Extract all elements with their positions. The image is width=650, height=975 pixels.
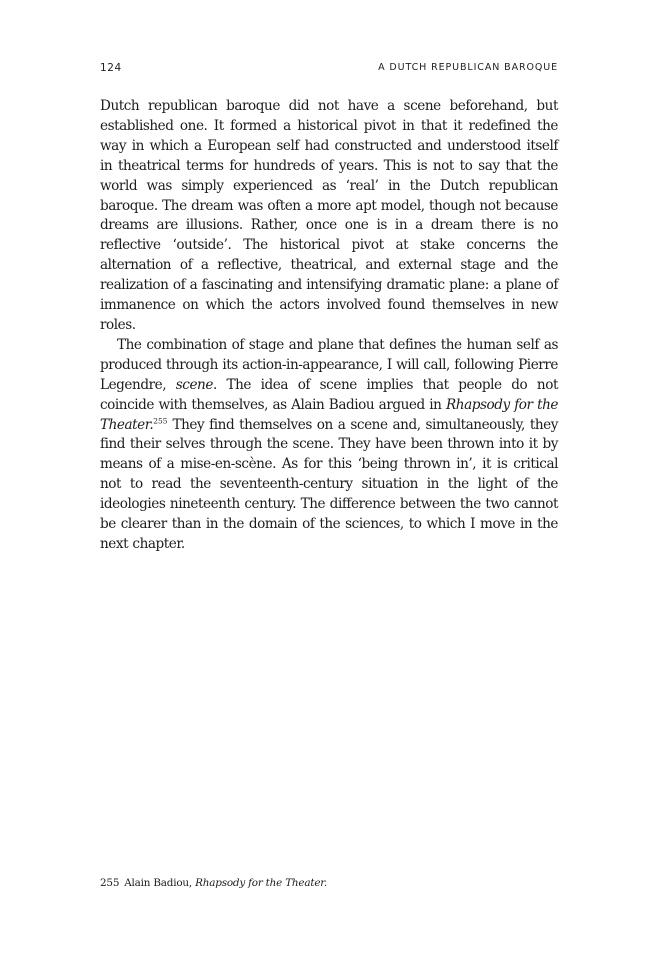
chapter-title: A DUTCH REPUBLICAN BAROQUE [378,62,558,73]
paragraph-2-text-a: The combination of stage and plane that defines the human self as produced through its action-in-appearance, I will call, following Pierre Legendre, [100,336,558,393]
body-text [100,97,558,555]
page-number: 124 [100,62,122,74]
footnote-number: 255 [100,877,120,889]
footnote-title: Rhapsody for the Theater. [195,877,328,889]
paragraph-2 [100,336,558,555]
footnote-author: Alain Badiou, [124,877,196,889]
running-head [100,62,558,76]
footnote [100,876,558,890]
paragraph-1: Dutch republican baroque did not have a scene beforehand, but established one. It formed a historical pivot in that it redefined the way in which a European self had constructed and understood itself in theatrical terms for hundreds of years. This is not to say that the world was simply experienced as ‘real’ in the Dutch republican baroque. The dream was often a more apt model, though not because dreams are illusions. Rather, once one is in a dream there is no reflective ‘outside’. The historical pivot at stake concerns the alternation of a reflective, theatrical, and external stage and the realization of a fascinating and intensifying dramatic plane: a plane of immanence on which the actors involved found themselves in new roles. [100,98,558,333]
book-title: Rhapsody for the Theater. [100,396,558,433]
term-scene: scene [175,376,213,393]
footnote-reference[interactable]: 255 [153,415,168,425]
paragraph-2-text-b: . The idea of scene implies that people do not coincide with themselves, as Alain Badiou argued in [100,376,558,413]
paragraph-2-text-c: They find themselves on a scene and, simultaneously, they find their selves through the scene. They have been thrown into it by means of a mise-en-scène. As for this ‘being thrown in’, it is critical not to read the seventeenth-century situation in the light of the ideologies nineteenth century. The difference between the two cannot be clearer than in the domain of the sciences, to which I move in the next chapter. [100,416,558,552]
